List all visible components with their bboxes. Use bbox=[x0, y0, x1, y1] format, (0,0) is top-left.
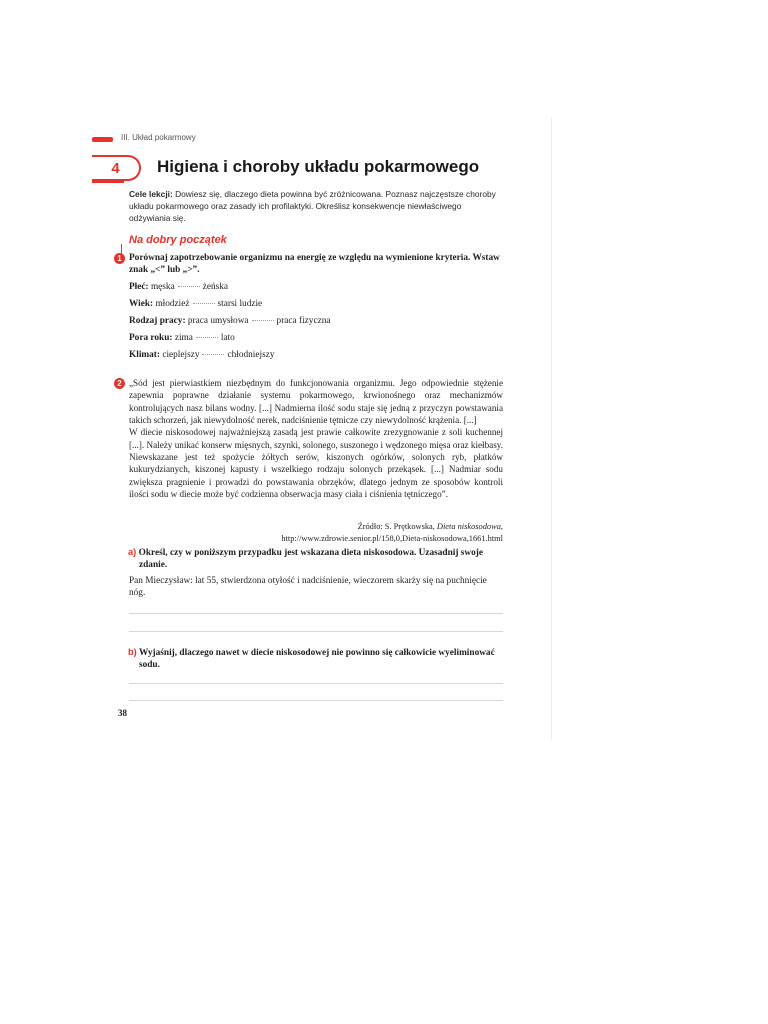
compare-right: praca fizyczna bbox=[276, 316, 331, 326]
source-suffix: , bbox=[500, 522, 503, 531]
compare-label: Pora roku: bbox=[129, 333, 173, 343]
compare-row bbox=[129, 298, 262, 310]
chapter-marker bbox=[92, 137, 113, 142]
compare-right: chłodniejszy bbox=[227, 350, 275, 360]
answer-blank[interactable] bbox=[178, 286, 200, 287]
task-2a-text: Określ, czy w poniższym przypadku jest wskazana dieta niskosodowa. Uzasadnij swoje zdanie. bbox=[138, 548, 483, 571]
answer-blank[interactable] bbox=[196, 337, 218, 338]
task-2-quote bbox=[129, 377, 503, 500]
task-1-badge: 1 bbox=[114, 253, 125, 264]
compare-row bbox=[129, 281, 228, 293]
answer-line[interactable] bbox=[129, 613, 503, 614]
compare-left: cieplejszy bbox=[162, 350, 200, 360]
lesson-title: Higiena i choroby układu pokarmowego bbox=[157, 157, 480, 176]
answer-blank[interactable] bbox=[193, 303, 215, 304]
quote-paragraph-1: „Sód jest pierwiastkiem niezbędnym do funkcjonowania organizmu. Jego odpowiednie stężenie zapewnia poprawne działanie systemu pokarmowego, krwionośnego oraz mechanizmów kontrolujących nasz bilans wodny. [...] Nadmierna ilość sodu staje się jedną z przyczyn powstawania takich schorzeń, jak niewydolność nerek, nadciśnienie tętnicze czy niewydolność krążenia. [...] bbox=[129, 378, 503, 426]
task-1-instruction: Porównaj zapotrzebowanie organizmu na energię ze względu na wymienione kryteria. Wstaw znak „<” lub „>”. bbox=[129, 253, 500, 276]
compare-left: zima bbox=[174, 333, 193, 343]
task-2a-question bbox=[128, 546, 504, 572]
task-2b-letter: b) bbox=[128, 647, 137, 657]
page-number: 38 bbox=[118, 708, 127, 718]
lesson-goals bbox=[129, 188, 504, 224]
source-title: Dieta niskosodowa bbox=[436, 522, 501, 531]
answer-blank[interactable] bbox=[252, 320, 274, 321]
section-heading: Na dobry początek bbox=[129, 234, 227, 246]
compare-label: Klimat: bbox=[129, 350, 160, 360]
compare-right: lato bbox=[220, 333, 235, 343]
compare-row bbox=[129, 315, 330, 327]
compare-row bbox=[129, 332, 235, 344]
answer-line[interactable] bbox=[129, 631, 503, 632]
page-edge bbox=[551, 118, 552, 740]
task-2-badge: 2 bbox=[114, 378, 125, 389]
lesson-underline bbox=[92, 181, 124, 183]
compare-left: męska bbox=[150, 282, 175, 292]
goals-text: Dowiesz się, dlaczego dieta powinna być zróżnicowana. Poznasz najczęstsze choroby układu pokarmowego oraz zasady ich profilaktyki. Określisz konsekwencje niewłaściwego odżywiania się. bbox=[129, 189, 496, 223]
goals-label: Cele lekcji: bbox=[129, 189, 173, 199]
compare-right: starsi ludzie bbox=[217, 299, 263, 309]
source-prefix: Źródło: S. Prętkowska, bbox=[357, 522, 437, 531]
compare-right: żeńska bbox=[202, 282, 229, 292]
quote-source bbox=[270, 521, 503, 544]
task-2b-text: Wyjaśnij, dlaczego nawet w diecie niskosodowej nie powinno się całkowicie wyeliminować sodu. bbox=[138, 648, 495, 671]
task-2a-letter: a) bbox=[128, 547, 137, 557]
task-2a-case: Pan Mieczysław: lat 55, stwierdzona otyłość i nadciśnienie, wieczorem skarży się na puchnięcie nóg. bbox=[129, 576, 487, 599]
answer-line[interactable] bbox=[129, 683, 503, 684]
compare-row bbox=[129, 349, 274, 361]
compare-label: Rodzaj pracy: bbox=[129, 316, 186, 326]
compare-left: praca umysłowa bbox=[187, 316, 249, 326]
source-url: http://www.zdrowie.senior.pl/158,0,Dieta-niskosodowa,1661.html bbox=[281, 533, 503, 543]
answer-blank[interactable] bbox=[202, 354, 224, 355]
compare-label: Wiek: bbox=[129, 299, 154, 309]
task-2b-question bbox=[128, 646, 504, 672]
quote-paragraph-2: W diecie niskosodowej najważniejszą zasadą jest prawie całkowite zrezygnowanie z soli kuchennej [...]. Należy unikać konserw mięsnych, szynki, solonego, suszonego i wędzonego mięsa oraz kiełbasy. Niewskazane jest też spożycie żółtych serów, kiszonych ogórków, solonych ryb, płatków kukurydzianych, kiszonej kapusty i wszelkiego rodzaju solonych przekąsek. [...] Nadmiar sodu zwiększa pragnienie i prowadzi do powstawania obrzęków, dlatego jednym ze sposobów kontroli ilości sodu w diecie może być codzienna obserwacja masy ciała i ciśnienia tętniczego”. bbox=[129, 427, 503, 500]
compare-left: młodzież bbox=[155, 299, 190, 309]
answer-line[interactable] bbox=[129, 700, 503, 701]
lesson-number: 4 bbox=[92, 155, 141, 181]
chapter-label: III. Układ pokarmowy bbox=[121, 133, 196, 142]
compare-label: Płeć: bbox=[129, 282, 149, 292]
